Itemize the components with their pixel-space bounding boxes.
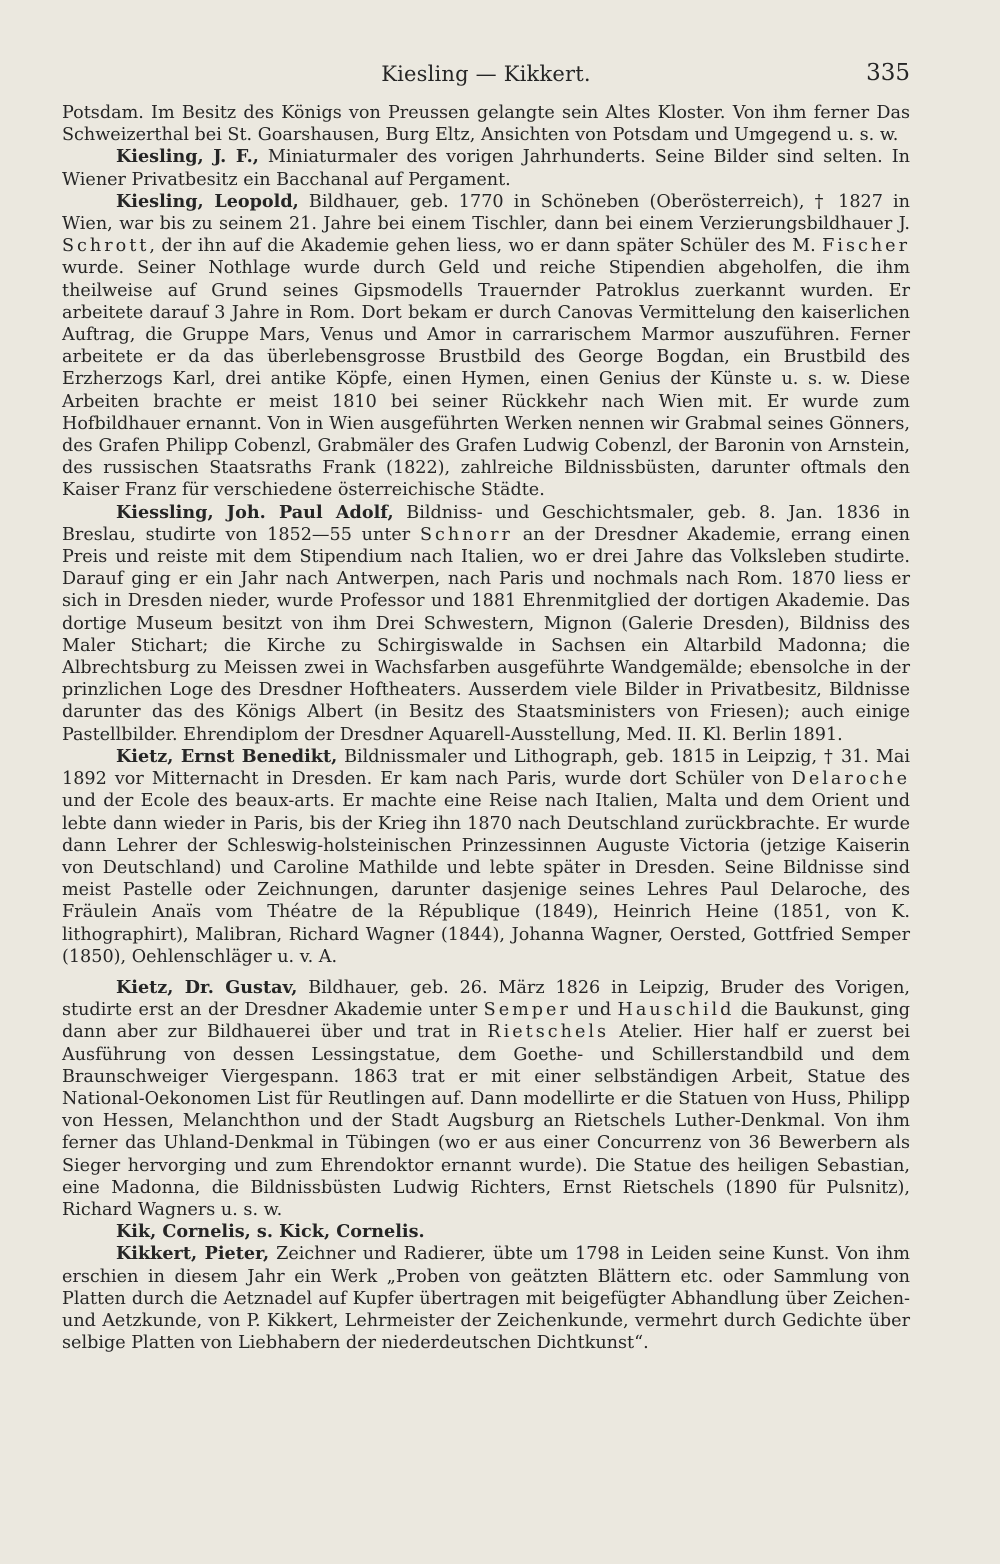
spaced-name: Semper	[483, 1000, 571, 1021]
spaced-name: Delaroche	[791, 769, 910, 790]
entry-text: an der Dresdner Akademie, errang einen Preis und reiste mit dem Stipendium nach Italien, wo er drei Jahre das Volksleben studirte. Darauf ging er ein Jahr nach Antwerpen, nach Paris und nochmals nach Rom. 1870 liess er sich in Dresden nieder, wurde Professor und 1881 Ehrenmitglied der dortigen Akademie. Das dortige Museum besitzt von ihm Drei Schwestern, Mignon (Galerie Dresden), Bildniss des Maler Stichart; die Kirche zu Schirgiswalde in Sachsen ein Altarbild Madonna; die Albrechtsburg zu Meissen zwei in Wachsfarben ausgeführte Wandgemälde; ebensolche in der prinzlichen Loge des Dresdner Hoftheaters. Ausserdem viele Bilder in Privatbesitz, Bildnisse darunter das des Königs Albert (in Besitz des Staatsministers von Friesen); auch einige Pastellbilder. Ehrendiplom der Dresdner Aquarell-Ausstellung, Med. II. Kl. Berlin 1891.	[62, 524, 911, 745]
entry-text: Atelier. Hier half er zuerst bei Ausführung von dessen Lessingstatue, dem Goethe- und Schillerstandbild und dem Braunschweiger Viergespann. 1863 trat er mit einer selbständigen Arbeit, Statue des National-Oekonomen List für Reutlingen auf. Dann modellirte er die Statuen von Huss, Philipp von Hessen, Melanchthon und der Stadt Augsburg an Rietschels Luther-Denkmal. Von ihm ferner das Uhland-Denkmal in Tübingen (wo er aus einer Concurrenz von 36 Bewerbern als Sieger hervorging und zum Ehrendoktor ernannt wurde). Die Statue des heiligen Sebastian, eine Madonna, die Bildnissbüsten Ludwig Richters, Ernst Rietschels (1890 für Pulsnitz), Richard Wagners u. s. w.	[62, 1022, 910, 1220]
dictionary-page	[62, 54, 910, 1354]
spaced-name: Hauschild	[617, 1000, 735, 1021]
entry-text: Potsdam. Im Besitz des Königs von Preussen gelangte sein Altes Kloster. Von ihm ferner Das Schweizerthal bei St. Goarshausen, Burg Eltz, Ansichten von Potsdam und Umgegend u. s. w.	[62, 103, 910, 146]
entry-kik-cornelis	[62, 1221, 910, 1243]
page-header	[62, 54, 910, 102]
entry-kietz-ernst-benedikt	[62, 746, 910, 968]
entry-kietz-gustav	[62, 977, 910, 1221]
page-body	[62, 102, 910, 1354]
entry-text: Zeichner und Radierer, übte um 1798 in Leiden seine Kunst. Von ihm erschien in diesem Jahr ein Werk „Proben von geätzten Blättern etc. oder Sammlung von Platten durch die Aetznadel auf Kupfer übertragen mit beigefügter Abhandlung über Zeichen- und Aetzkunde, von P. Kikkert, Lehrmeister der Zeichenkunde, vermehrt durch Gedichte über selbige Platten von Liebhabern der niederdeutschen Dichtkunst“.	[62, 1244, 910, 1354]
entry-text: Miniaturmaler des vorigen Jahrhunderts. Seine Bilder sind selten. In Wiener Privatbesitz ein Bacchanal auf Pergament.	[62, 147, 910, 190]
entry-text: , der ihn auf die Akademie gehen liess, wo er dann später Schüler des M.	[149, 236, 823, 257]
entry-text: und	[570, 1000, 618, 1021]
spaced-name: Schrott	[62, 236, 150, 257]
entry-headword: Kiessling, Joh. Paul Adolf,	[116, 501, 394, 523]
spaced-name: Rietschels	[487, 1022, 610, 1043]
entry-headword: Kikkert, Pieter,	[116, 1243, 270, 1265]
entry-continuation	[62, 102, 910, 146]
entry-headword: Kietz, Dr. Gustav,	[116, 976, 298, 998]
entry-headword: Kik, Cornelis, s. Kick, Cornelis.	[116, 1221, 425, 1243]
spaced-name: Schnorr	[419, 524, 513, 545]
running-head: Kiesling — Kikkert.	[381, 62, 591, 86]
entry-kiessling-joh-paul-adolf	[62, 502, 910, 746]
entry-text: wurde. Seiner Nothlage wurde durch Geld und reiche Stipendien abgeholfen, die ihm theilweise auf Grund seines Gipsmodells Trauernder Patroklus zuerkannt wurden. Er arbeitete darauf 3 Jahre in Rom. Dort bekam er durch Canovas Vermittelung den kaiserlichen Auftrag, die Gruppe Mars, Venus und Amor in carrarischem Marmor auszuführen. Ferner arbeitete er da das überlebensgrosse Brustbild des George Bogdan, ein Brustbild des Erzherzogs Karl, drei antike Köpfe, einen Hymen, einen Genius der Künste u. s. w. Diese Arbeiten brachte er meist 1810 bei seiner Rückkehr nach Wien mit. Er wurde zum Hofbildhauer ernannt. Von in Wien ausgeführten Werken nennen wir Grabmal seines Gönners, des Grafen Philipp Cobenzl, Grabmäler des Grafen Ludwig Cobenzl, der Baronin von Arnstein, des russischen Staatsraths Frank (1822), zahlreiche Bildnissbüsten, darunter oftmals den Kaiser Franz für verschiedene österreichische Städte.	[62, 258, 910, 501]
entry-headword: Kietz, Ernst Benedikt,	[116, 745, 338, 767]
spaced-name: Fischer	[822, 236, 910, 257]
entry-kikkert-pieter	[62, 1243, 910, 1354]
page-number: 335	[866, 60, 910, 86]
entry-headword: Kiesling, J. F.,	[116, 146, 259, 168]
entry-kiesling-jf	[62, 146, 910, 190]
entry-text: Bildniss- und Geschichtsmaler, geb. 8. Jan. 1836 in Breslau, studirte von 1852—55 unter	[62, 502, 910, 545]
entry-kiesling-leopold	[62, 191, 910, 502]
entry-text: Bildhauer, geb. 1770 in Schöneben (Oberösterreich), † 1827 in Wien, war bis zu seinem 21. Jahre bei einem Tischler, dann bei einem Verzierungsbildhauer J.	[62, 191, 910, 235]
entry-text: Bildnissmaler und Lithograph, geb. 1815 in Leipzig, † 31. Mai 1892 vor Mitternacht in Dresden. Er kam nach Paris, wurde dort Schüler von	[62, 746, 910, 790]
entry-text: und der Ecole des beaux-arts. Er machte eine Reise nach Italien, Malta und dem Orient und lebte dann wieder in Paris, bis der Krieg ihn 1870 nach Deutschland zurückbrachte. Er wurde dann Lehrer der Schleswig-holsteinischen Prinzessinnen Auguste Victoria (jetzige Kaiserin von Deutschland) und Caroline Mathilde und lebte später in Dresden. Seine Bildnisse sind meist Pastelle oder Zeichnungen, darunter dasjenige seines Lehres Paul Delaroche, des Fräulein Anaïs vom Théatre de la République (1849), Heinrich Heine (1851, von K. lithographirt), Malibran, Richard Wagner (1844), Johanna Wagner, Oersted, Gottfried Semper (1850), Oehlenschläger u. v. A.	[62, 791, 910, 967]
entry-text: Bildhauer, geb. 26. März 1826 in Leipzig, Bruder des Vorigen, studirte erst an der Dresdner Akademie unter	[62, 977, 910, 1021]
entry-headword: Kiesling, Leopold,	[116, 190, 299, 212]
entry-text: die Baukunst, ging dann aber zur Bildhauerei über und trat in	[62, 1000, 910, 1043]
